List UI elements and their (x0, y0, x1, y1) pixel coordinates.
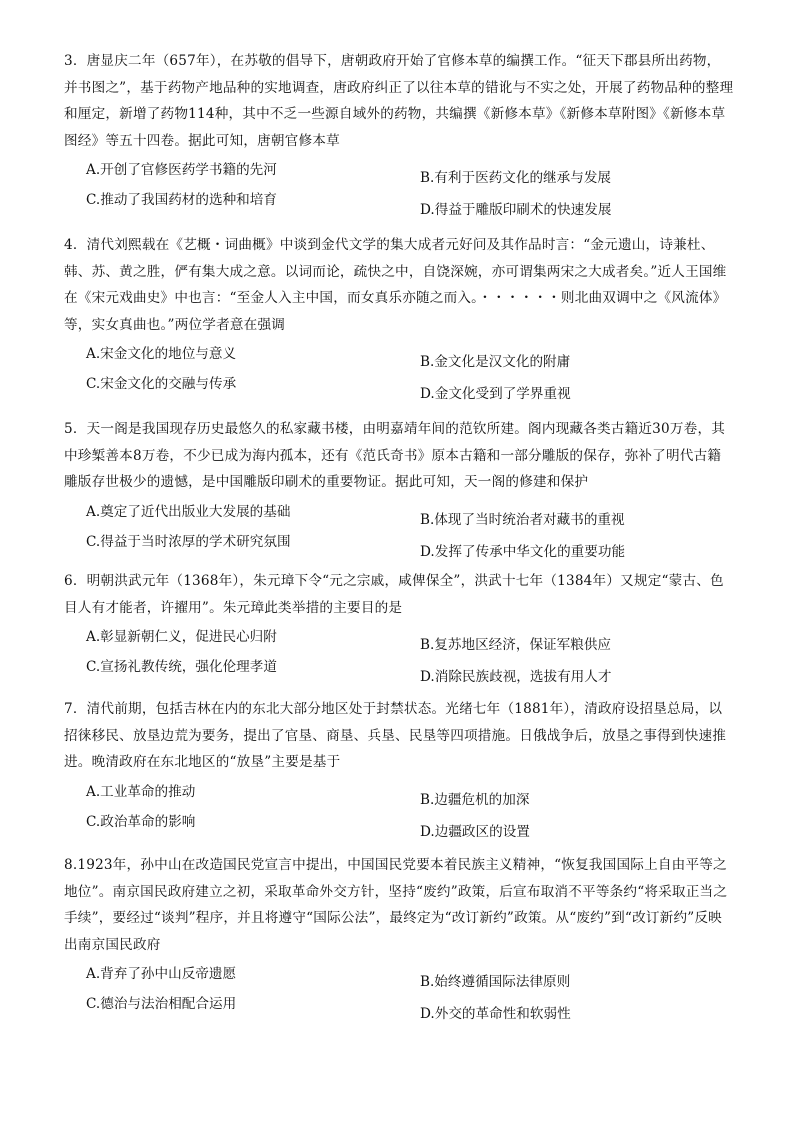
option-b[interactable]: B.体现了当时统治者对藏书的重视 (420, 511, 625, 528)
option-a[interactable]: A.宋金文化的地位与意义 (86, 346, 237, 362)
option-c[interactable]: C.德治与法治相配合运用 (86, 996, 237, 1012)
options (64, 780, 734, 844)
option-c[interactable]: C.政治革命的影响 (86, 813, 196, 830)
option-d[interactable]: D.金文化受到了学界重视 (420, 386, 571, 402)
option-d[interactable]: D.消除民族歧视，选拔有用人才 (420, 669, 612, 685)
question-3 (64, 48, 734, 222)
options (64, 500, 734, 564)
option-c[interactable]: C.宋金文化的交融与传承 (86, 376, 237, 392)
option-c[interactable]: C.推动了我国药材的选种和培育 (86, 192, 277, 208)
question-7 (64, 696, 734, 844)
option-a[interactable]: A.工业革命的推动 (86, 783, 196, 800)
question-stem: 6．明朝洪武元年（1368年），朱元璋下令“元之宗戚，咸俾保全”，洪武十七年（1384年）又规定“蒙古、色目人有才能者，许擢用”。朱元璋此类举措的主要目的是 (64, 573, 724, 616)
question-4 (64, 232, 734, 406)
option-d[interactable]: D.得益于雕版印刷术的快速发展 (420, 202, 612, 218)
option-a[interactable]: A.背弃了孙中山反帝遗愿 (86, 966, 237, 982)
options (64, 625, 734, 689)
option-a[interactable]: A.开创了官修医药学书籍的先河 (86, 162, 277, 178)
question-stem: 7．清代前期，包括吉林在内的东北大部分地区处于封禁状态。光绪七年（1881年），清政府设招垦总局，以招徕移民、放垦边荒为要务，提出了官垦、商垦、兵垦、民垦等四项措施。日俄战争后，放垦之事得到快速推进。晚清政府在东北地区的“放垦”主要是基于 (64, 701, 727, 770)
question-5 (64, 416, 734, 564)
option-b[interactable]: B.复苏地区经济，保证军粮供应 (420, 637, 612, 653)
question-stem: 3．唐显庆二年（657年），在苏敬的倡导下，唐朝政府开始了官修本草的编撰工作。“征天下郡县所出药物，并书图之”，基于药物产地品种的实地调查，唐政府纠正了以往本草的错讹与不实之处，开展了药物品种的整理和厘定，新增了药物114种，其中不乏一些源自域外的药物，共编撰《新修本草》《新修本草附图》《新修本草图经》等五十四卷。据此可知，唐朝官修本草 (64, 53, 734, 149)
option-d[interactable]: D.外交的革命性和软弱性 (420, 1006, 571, 1022)
option-b[interactable]: B.有利于医药文化的继承与发展 (420, 170, 612, 186)
option-d[interactable]: D.边疆政区的设置 (420, 823, 530, 840)
question-6 (64, 568, 734, 689)
option-a[interactable]: A.奠定了近代出版业大发展的基础 (86, 503, 291, 520)
option-b[interactable]: B.边疆危机的加深 (420, 791, 530, 808)
option-b[interactable]: B.金文化是汉文化的附庸 (420, 354, 571, 370)
question-8 (64, 852, 734, 1026)
options (64, 342, 734, 406)
option-b[interactable]: B.始终遵循国际法律原则 (420, 974, 571, 990)
option-a[interactable]: A.彰显新朝仁义，促进民心归附 (86, 629, 277, 645)
question-stem: 8.1923年，孙中山在改造国民党宣言中提出，中国国民党要本着民族主义精神，“恢复我国国际上自由平等之地位”。南京国民政府建立之初，采取革命外交方针，坚持“废约”政策，后宣布取消不平等条约“将采取正当之手续”，要经过“谈判”程序，并且将遵守“国际公法”，最终定为“改订新约”政策。从“废约”到“改订新约”反映出南京国民政府 (64, 857, 728, 953)
option-d[interactable]: D.发挥了传承中华文化的重要功能 (420, 543, 626, 560)
question-stem: 5．天一阁是我国现存历史最悠久的私家藏书楼，由明嘉靖年间的范钦所建。阁内现藏各类古籍近30万卷，其中珍椠善本8万卷，不少已成为海内孤本，还有《范氏奇书》原本古籍和一部分雕版的保存，弥补了明代古籍雕版存世极少的遗憾，是中国雕版印刷术的重要物证。据此可知，天一阁的修建和保护 (64, 421, 726, 490)
option-c[interactable]: C.宣扬礼教传统，强化伦理孝道 (86, 659, 277, 675)
question-stem: 4．清代刘熙载在《艺概・词曲概》中谈到金代文学的集大成者元好问及其作品时言：“金元遗山，诗兼杜、韩、苏、黄之胜，俨有集大成之意。以词而论，疏快之中，自饶深婉，亦可谓集两宋之大成者矣。”近人王国维在《宋元戏曲史》中也言：“至金人入主中国，而女真乐亦随之而入。・・・・・・则北曲双调中之《风流体》等，实女真曲也。”两位学者意在强调 (64, 237, 727, 333)
option-c[interactable]: C.得益于当时浓厚的学术研究氛围 (86, 533, 291, 550)
options (64, 158, 734, 222)
options (64, 962, 734, 1026)
